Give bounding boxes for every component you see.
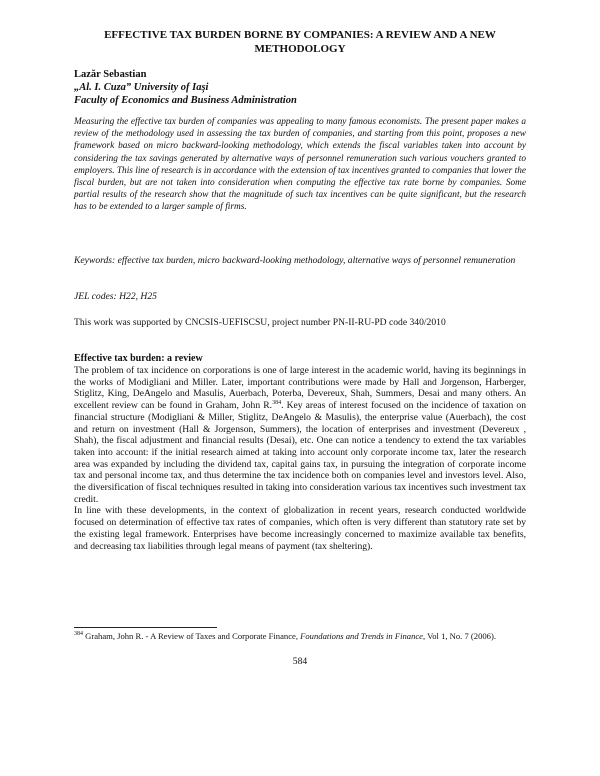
footnote-text-tail: , Vol 1, No. 7 (2006).: [423, 631, 496, 641]
page-number: 584: [292, 656, 308, 667]
footnote-journal: Foundations and Trends in Finance: [300, 631, 423, 641]
keywords: Keywords: effective tax burden, micro backward-looking methodology, alternative ways of personnel remuneration: [74, 255, 516, 266]
section-heading: Effective tax burden: a review: [74, 353, 203, 364]
funding-note: This work was supported by CNCSIS-UEFISCSU, project number PN-II-RU-PD code 340/2010: [74, 317, 446, 328]
footnote-reference[interactable]: 384: [272, 399, 282, 406]
footnote-text: Graham, John R. - A Review of Taxes and Corporate Finance,: [83, 631, 301, 641]
paper-title: EFFECTIVE TAX BURDEN BORNE BY COMPANIES: A REVIEW AND A NEW METHODOLOGY: [104, 29, 496, 55]
footnote: [74, 631, 526, 642]
author-name: Lazăr Sebastian: [74, 69, 147, 80]
section-effective-tax-burden: [74, 353, 526, 552]
abstract: Measuring the effective tax burden of companies was appealing to many famous economists. The present paper makes a review of the methodology used in assessing the tax burden of companies, and starting from this point, proposes a new framework based on micro backward-looking methodology, which extends the fiscal variables taken into account by considering the tax savings generated by alternative ways of personnel remuneration such various vouchers granted to employers. This line of research is in accordance with the extension of tax incentives granted to companies that lower the fiscal burden, but are not taken into consideration when computing the effective tax rate borne by companies. Some partial results of the research show that the magnitude of such tax incentives can be quite significant, but the research has to be extended to a larger sample of firms.: [74, 117, 526, 213]
body-paragraph-1: [74, 365, 526, 505]
affiliation-university: „Al. I. Cuza” University of Iaşi: [74, 82, 209, 93]
footnote-mark: 384: [74, 631, 83, 638]
affiliation-faculty: Faculty of Economics and Business Administration: [74, 95, 297, 106]
paragraph-1-text-end: . Key areas of interest focused on the incidence of taxation on financial structure (Modigliani & Miller, Stiglitz, DeAngelo & Masulis), the enterprise value (Auerbach), the cost and return on investment (Hall & Jorgenson, Summers), the location of enterprises and investment (Devereux , Shah), the fiscal adjustment and financial results (Desai), etc. One can notice a tendency to extend the tax variables taken into account: if the initial research aimed at taking into account only corporate income tax, later the research area was expanded by including the dividend tax, capital gains tax, in pursuing the integration of corporate income tax and personal income tax, and thus determine the tax incidence both on companies level and investors level. Also, the diversification of fiscal techniques resulted in taking into consideration various tax incentives such investment tax credit.: [74, 400, 527, 505]
jel-codes: JEL codes: H22, H25: [74, 291, 157, 302]
paragraph-1-text-start: The problem of tax incidence on corporations is one of large interest in the academic world, having its beginnings in the works of Modigliani and Miller. Later, important contributions were made by Hall and Jorgenson, Harberger, Stiglitz, King, DeAngelo and Masulis, Auerbach, Poterba, Devereux, Shah, Summers, Desai and many others. An excellent review can be found in Graham, John R.: [74, 365, 526, 412]
footnote-divider: [74, 627, 217, 628]
body-paragraph-2: In line with these developments, in the context of globalization in recent years, research conducted worldwide focused on determination of effective tax rates of companies, which often is very different than statutory rate set by the existing legal framework. Enterprises have become increasingly concerned to maximize available tax benefits, and decreasing tax liabilities through legal means of payment (tax sheltering).: [74, 505, 526, 552]
author-block: [74, 68, 526, 107]
